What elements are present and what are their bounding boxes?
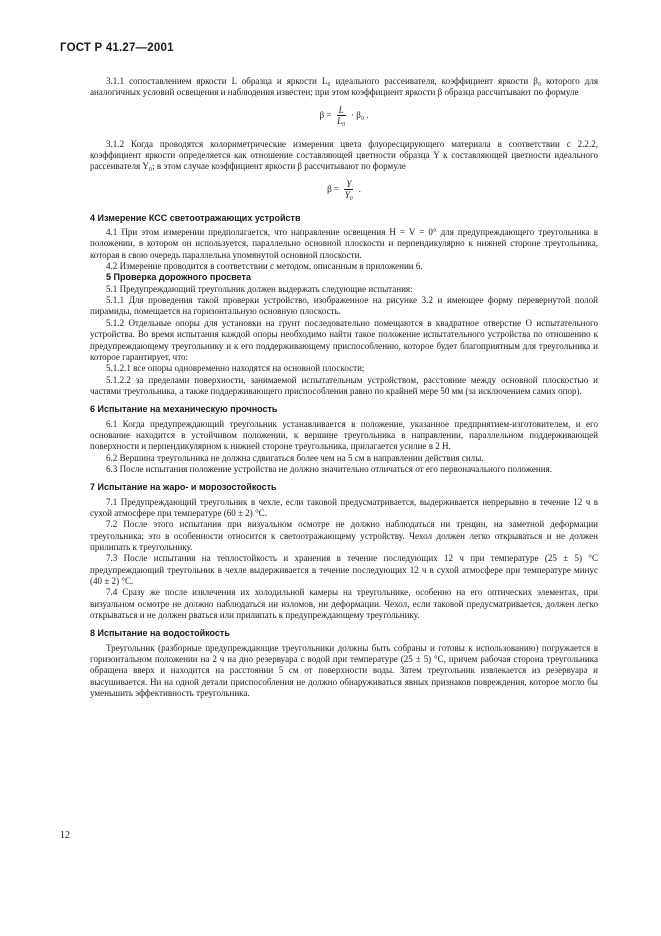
formula-lhs: β = <box>327 183 340 194</box>
formula-beta-chromaticity <box>90 179 598 203</box>
section-heading-4: 4 Измерение КСС светоотражающих устройств <box>90 212 301 223</box>
document-body <box>90 76 598 699</box>
paragraph-6-2: 6.2 Вершина треугольника не должна сдвигаться более чем на 5 см в направлении действия силы. <box>106 452 484 463</box>
paragraph-7-2: 7.2 После этого испытания при визуальном осмотре не должно наблюдаться ни трещин, на заметной деформации треугольника; это в особенности относится к светоотражающему устройству. Чехол должен легко открываться и не должен прилипать к треугольнику. <box>90 519 598 552</box>
section-heading-7: 7 Испытание на жаро- и морозостойкость <box>90 482 277 493</box>
document-code-header: ГОСТ Р 41.27—2001 <box>60 42 174 54</box>
formula-denominator: L₀ <box>337 115 346 126</box>
section-heading-6: 6 Испытание на механическую прочность <box>90 404 278 415</box>
section-heading-8: 8 Испытание на водостойкость <box>90 628 230 639</box>
paragraph-5-1: 5.1 Предупреждающий треугольник должен выдержать следующие испытания: <box>106 283 413 294</box>
paragraph-7-1: 7.1 Предупреждающий треугольник в чехле, если таковой предусматривается, выдерживается непрерывно в течение 12 ч в сухой атмосфере при температуре (60 ± 2) °С. <box>90 496 598 518</box>
page-number: 12 <box>60 830 70 841</box>
paragraph-3-1-1: 3.1.1 сопоставлением яркости L образца и яркости L₀ идеального рассеивателя, коэффициент яркости β₀ которого для аналогичных условий освещения и наблюдения известен; при этом коэффициент яркости β образца рассчитывают по формуле <box>90 76 598 98</box>
formula-numerator: Y <box>346 178 352 189</box>
formula-fraction <box>337 105 346 126</box>
section-heading-5: 5 Проверка дорожного просвета <box>106 272 251 283</box>
formula-rhs: . <box>358 183 361 194</box>
paragraph-4-2: 4.2 Измерение проводится в соответствии с методом, описанным в приложении 6. <box>106 261 423 272</box>
paragraph-3-1-2: 3.1.2 Когда проводятся колориметрические измерения цвета флуоресцирующего материала в соответствии с 2.2.2, коэффициент яркости определяется как отношение составляющей цветности образца Y к составляющей цветности идеального рассеивателя Y₀; в этом случае коэффициент яркости β рассчитывают по формуле <box>90 138 598 172</box>
paragraph-7-4: 7.4 Сразу же после извлечения их холодильной камеры на треугольнике, особенно на его оптических элементах, при визуальном осмотре не должно наблюдаться ни изломов, ни деформации. Чехол, если таковой предусматривается, должен легко открываться и не должен рваться или прилипать к предупреждающему треугольнику. <box>90 587 598 621</box>
paragraph-5-1-2: 5.1.2 Отдельные опоры для установки на грунт последовательно помещаются в квадратное отверстие O испытательного устройства. Во время испытания каждой опоры необходимо найти такое положение испытательного устройства по отношению к предупреждающему треугольнику и к его поддерживающему приспособлению, которое будет благоприятным для треугольника и которое гарантирует, что: <box>90 317 598 362</box>
formula-fraction <box>344 179 353 200</box>
paragraph-5-1-1: 5.1.1 Для проведения такой проверки устройство, изображенное на рисунке 3.2 и имеющее форму перевернутой полой пирамиды, помещается на горизонтальную основную плоскость. <box>90 295 598 317</box>
paragraph-7-3: 7.3 После испытания на теплостойкость и хранения в течение последующих 12 ч при температуре (25 ± 5) °С предупреждающий треугольник в чехле выдерживается в течение последующих 12 ч в сухой атмосфере при температуре минус (40 ± 2) °С. <box>90 553 598 587</box>
paragraph-6-1: 6.1 Когда предупреждающий треугольник устанавливается в положение, указанное предприятием-изготовителем, и его основание находится в устойчивом положении, к вершине треугольника в направлении, параллельном поддерживающей поверхности и перпендикулярном к нижней стороне треугольника, прилагается усилие в 2 Н. <box>90 418 598 452</box>
formula-rhs: · β₀ . <box>350 109 369 120</box>
paragraph-5-1-2-2: 5.1.2.2 за пределами поверхности, занимаемой испытательным устройством, расстояние между основной плоскостью и частями треугольника, а также поддерживающего приспособления равно по крайней мере 50 мм (за исключением самих опор). <box>90 374 598 396</box>
paragraph-6-3: 6.3 После испытания положение устройства не должно значительно отличаться от его первоначального положения. <box>106 463 552 474</box>
formula-numerator: L <box>338 104 344 115</box>
paragraph-8: Треугольник (разборные предупреждающие треугольники должны быть собраны и готовы к использованию) погружается в горизонтальном положении на 2 ч на дно резервуара с водой при температуре (25 ± 5) °С, причем рабочая сторона треугольника обращена вверх и находится на расстоянии 5 см от поверхности воды. Затем треугольник извлекается из резервуара и высушивается. Ни на одной детали приспособления не должно обнаруживаться явных признаков повреждения, которое могло бы уменьшить эффективность треугольника. <box>90 642 598 699</box>
paragraph-5-1-2-1: 5.1.2.1 все опоры одновременно находятся на основной плоскости; <box>106 363 365 374</box>
formula-beta-luminance <box>90 105 598 129</box>
formula-lhs: β = <box>319 109 332 120</box>
formula-denominator: Y₀ <box>344 189 353 200</box>
paragraph-4-1: 4.1 При этом измерении предполагается, что направление освещения H = V = 0° для предупреждающего треугольника в положении, в котором он используется, параллельно основной плоскости и перпендикулярно к нижней стороне треугольника, которая в свою очередь параллельна упомянутой основной плоскости. <box>90 227 598 260</box>
